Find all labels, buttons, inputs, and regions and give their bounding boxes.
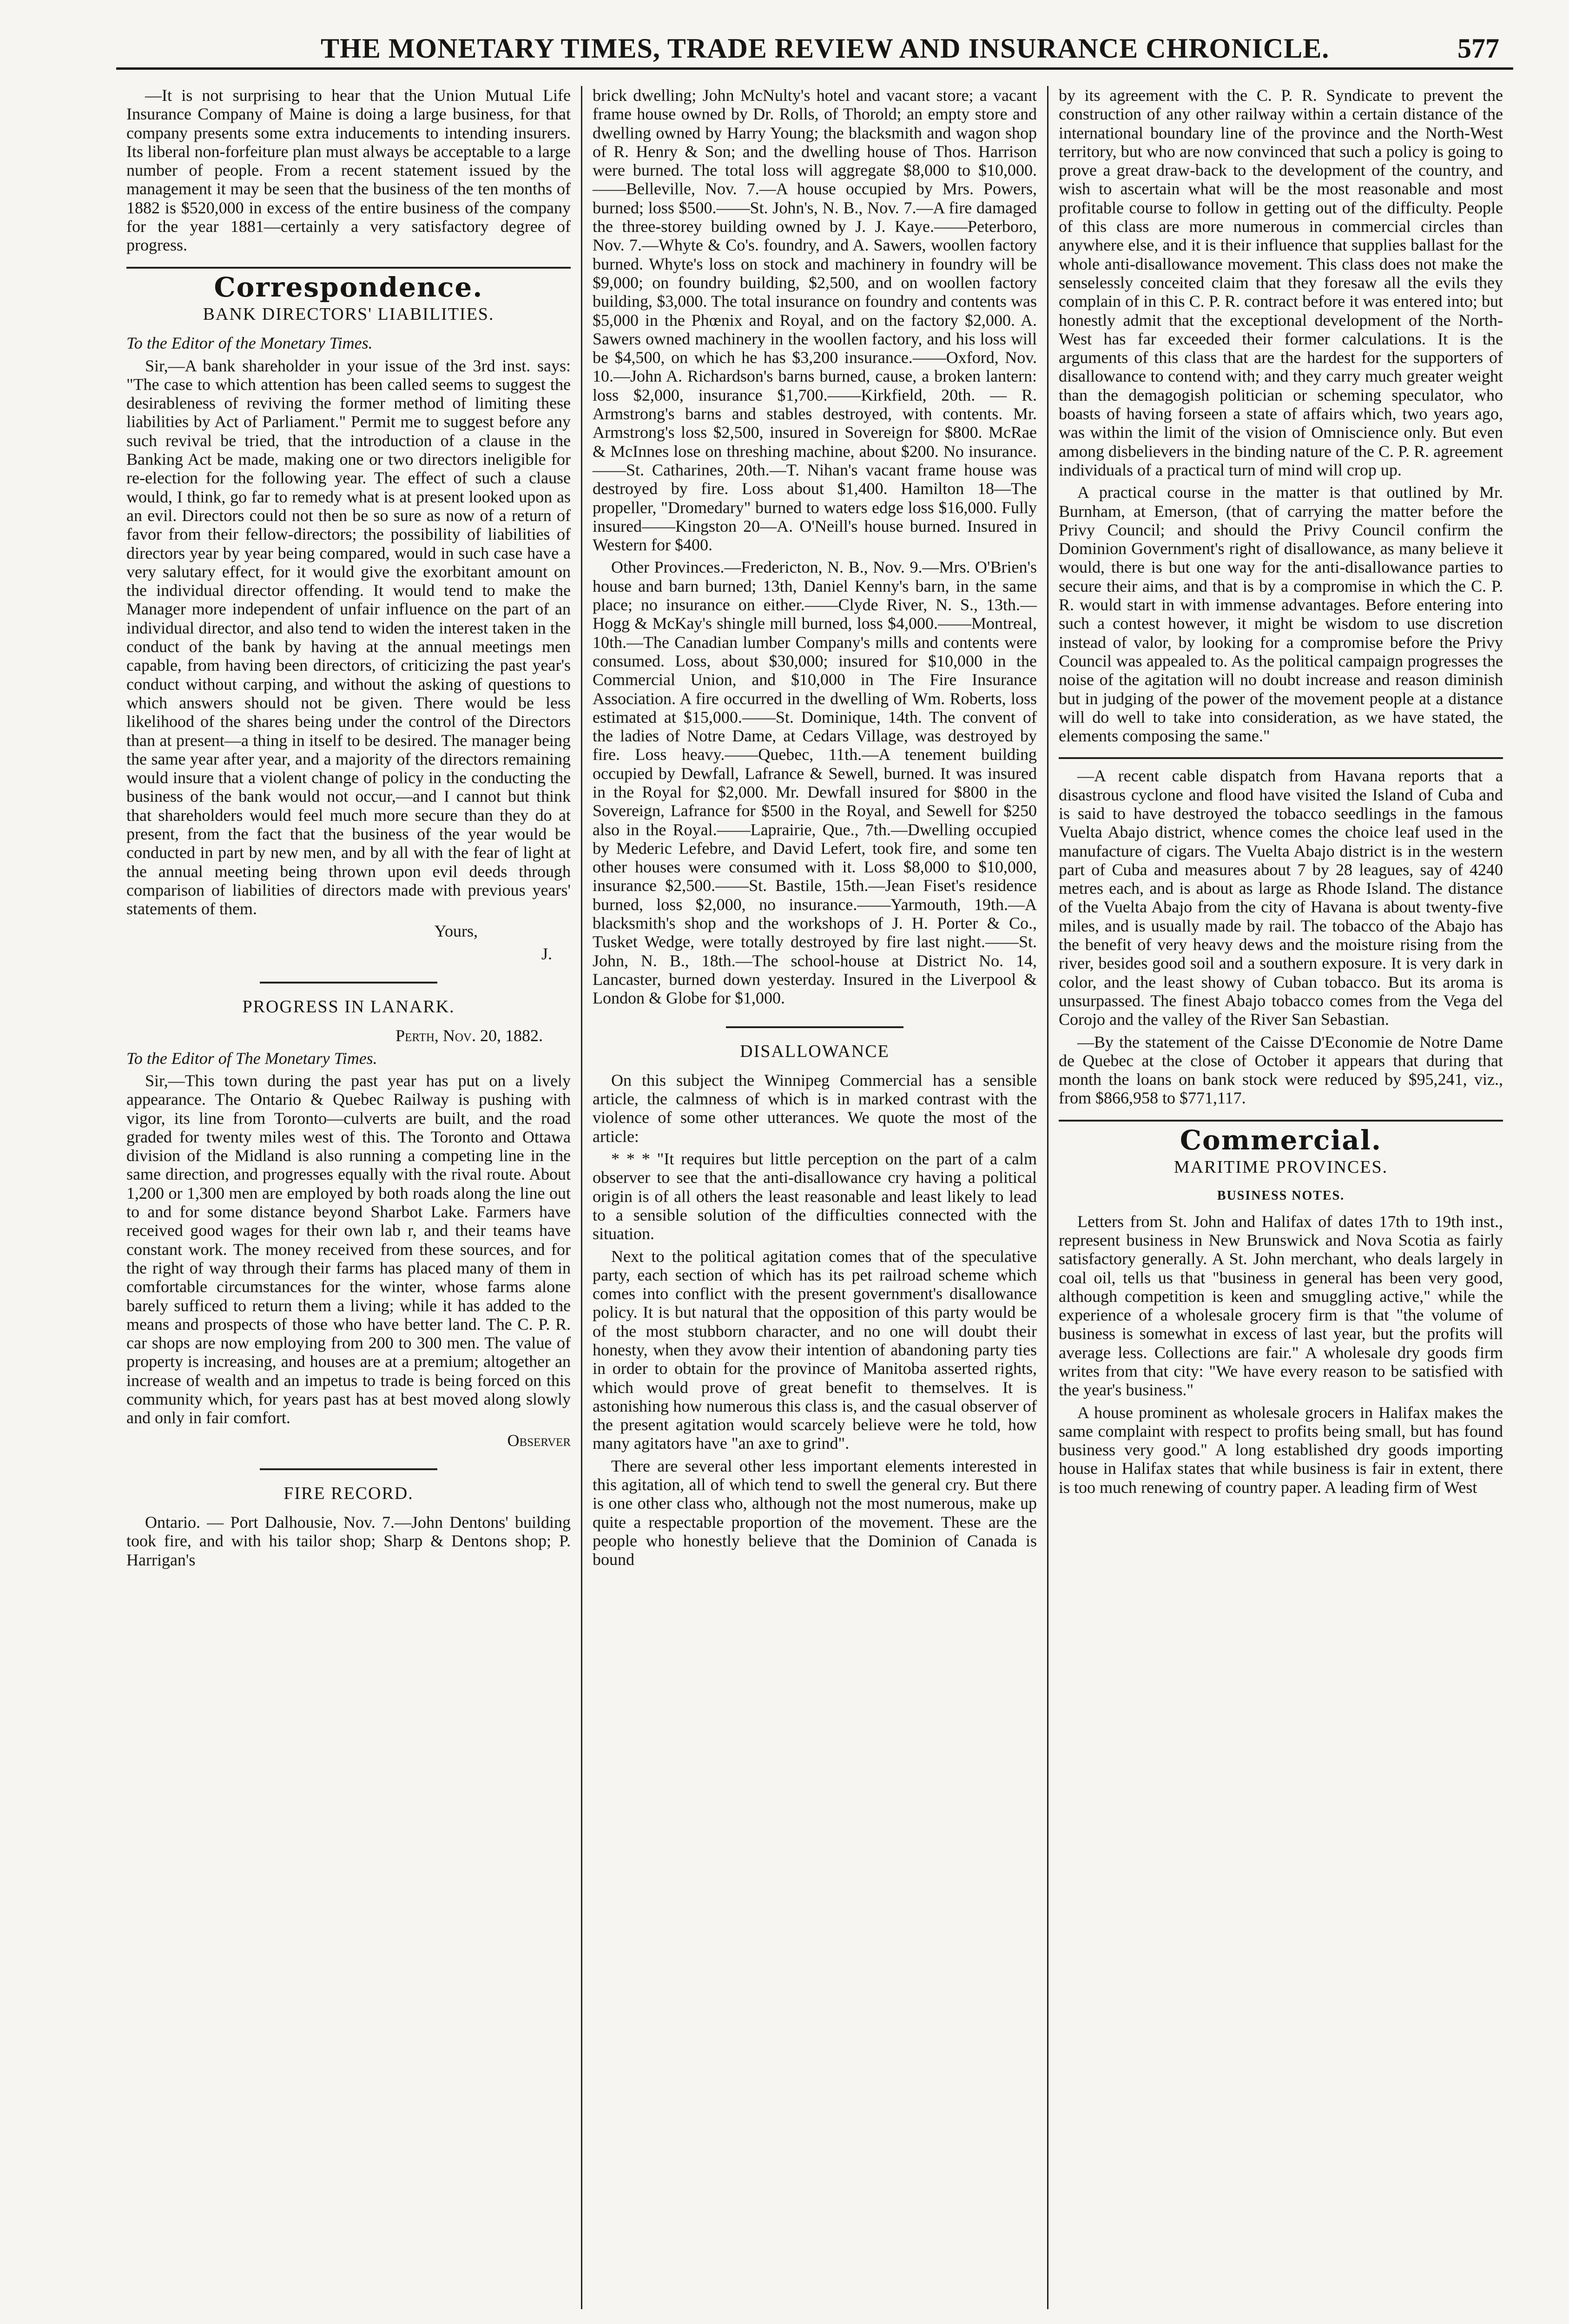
disallowance-paragraph-5: A practical course in the matter is that outlined by Mr. Burnham, at Emerson, (that of carrying the matter before the Privy Council; and should the Privy Council confirm the Dominion Government's right of disallowance, as many believe it would, there is but one way for the anti-disallowance parties to secure their aims, and that is by a compromise in which the C. P. R. would start in with immense advantages. Before entering into such a contest however, it might be wisdom to use discretion instead of valor, by looking for a compromise before the Privy Council was appealed to. As the political campaign progresses the noise of the agitation will no doubt increase and reason diminish but in judging of the power of the movement people at a distance will do well to take into consideration, as we have stated, the elements composing the same." — [1059, 483, 1503, 746]
disallowance-continued: by its agreement with the C. P. R. Syndicate to prevent the construction of any other railway within a certain distance of the international boundary line of the province and the North-West territory, but who are now convinced that such a policy is going to prove a great draw-back to the development of the country, and wish to ascertain what will be the most reasonable and most profitable course to follow in getting out of the difficulty. People of this class are more numerous in commercial circles than anywhere else, and it is their influence that supplies ballast for the whole anti-disallowance movement. This class does not make the senselessly conceited claim that they foresaw all the evils they complain of in this C. P. R. contract before it was entered into; but honestly admit that the exceptional development of the North-West has far exceeded their former calculations. It is the arguments of this class that are the hardest for the supporters of disallowance to contend with; and they carry much greater weight than the demagogish politician or scheming speculator, who boasts of having forseen a state of affairs which, two years ago, was within the limit of the vision of Omniscience only. But even among disbelievers in the binding nature of the C. P. R. agreement individuals of a practical turn of mind will crop up. — [1059, 86, 1503, 479]
bank-letter-body: Sir,—A bank shareholder in your issue of the 3rd inst. says: "The case to which attention has been called seems to suggest the desirableness of reviving the former method of limiting these liabilities by Act of Parliament." Permit me to suggest before any such revival be tried, that the introduction of a clause in the Banking Act be made, making one or two directors ineligible for re-election for the following year. The effect of such a clause would, I think, go far to remedy what is at present looked upon as an evil. Directors could not then be so sure as now of a return of favor from their fellow-directors; the possibility of liabilities of directors year by year being compared, would in such case have a very salutary effect, for it would give the exorbitant amount on the individual director offending. It would tend to make the Manager more independent of unfair influence on the part of an individual director, and also tend to widen the interest taken in the conduct of the bank by having at the annual meetings men capable, from having been directors, of criticizing the past year's conduct without carping, and without the asking of questions to which answers should not be given. There would be less likelihood of the shares being under the control of the Directors than at present—a thing in itself to be desired. The manager being the same year after year, and a majority of the directors remaining would insure that a violent change of policy in the conducting the business of the bank would not occur,—and I cannot but think that shareholders would feel much more secure than they do at present, from the fact that the business of the year would be conducted in part by new men, and by all with the fear of light at the annual meeting being thrown upon evil deeds through comparison of liabilities of directors made with previous years' statements of them. — [126, 356, 571, 918]
disallowance-intro: On this subject the Winnipeg Commercial has a sensible article, the calmness of which is in marked contrast with the violence of some other utterances. We quote the most of the article: — [593, 1070, 1037, 1146]
union-mutual-paragraph: —It is not surprising to hear that the Union Mutual Life Insurance Company of Maine is doing a large business, for that company presents some extra inducements to intending insurers. Its liberal non-forfeiture plan must always be acceptable to a large number of people. From a recent statement issued by the management it may be seen that the business of the ten months of 1882 is $520,000 in excess of the entire business of the company for the year 1881—certainly a very satisfactory degree of progress. — [126, 86, 571, 255]
heading-maritime-provinces: MARITIME PROVINCES. — [1173, 1157, 1388, 1177]
column-2 — [581, 86, 1047, 2309]
heading-bank-directors: BANK DIRECTORS' LIABILITIES. — [203, 304, 494, 324]
heading-fire-record: FIRE RECORD. — [283, 1483, 414, 1503]
disallowance-paragraph-2: Next to the political agitation comes that of the speculative party, each section of which has its pet railroad scheme which comes into conflict with the present government's disallowance policy. It is but natural that the opposition of this party would be of the most stubborn character, and no one will doubt their honesty, when they avow their intention of abandoning party ties in order to obtain for the province of Manitoba asserted rights, which would prove of great benefit to themselves. It is astonishing how numerous this class is, and the casual observer of the present agitation would scarcely believe were he told, how many agitators have "an axe to grind". — [593, 1247, 1037, 1453]
column-3 — [1047, 86, 1513, 2309]
editor-salutation: To the Editor of the Monetary Times. — [126, 334, 373, 353]
maritime-paragraph-2: A house prominent as wholesale grocers in Halifax makes the same complaint with respect to profits being small, but has found business very good." A long established dry goods importing house in Halifax states that while business is fair in extent, there is too much renewing of country paper. A leading firm of West — [1059, 1403, 1503, 1497]
divider — [260, 982, 437, 984]
heading-progress-lanark: PROGRESS IN LANARK. — [242, 997, 455, 1017]
divider — [1059, 1120, 1503, 1122]
lanark-signature: Observer — [507, 1431, 571, 1450]
fire-record-other-provinces: Other Provinces.—Fredericton, N. B., Nov. 9.—Mrs. O'Brien's house and barn burned; 13th, Daniel Kenny's barn, in the same place; no insurance on either.——Clyde River, N. S., 13th.—Hogg & McKay's shingle mill burned, loss $4,000.——Montreal, 10th.—The Canadian lumber Company's mills and contents were consumed. Loss, about $30,000; insured for $10,000 in the Commercial Union, and $10,000 in The Fire Insurance Association. A fire occurred in the dwelling of Wm. Roberts, loss estimated at $15,000.——St. Dominique, 14th. The convent of the ladies of Notre Dame, at Cedars Village, was destroyed by fire. Loss heavy.——Quebec, 11th.—A tenement building occupied by Dewfall, Lafrance & Sewell, burned. It was insured in the Royal for $2,000. Mr. Dewfall insured for $800 in the Sovereign, Lafrance for $500 in the Royal, and Sewell for $250 also in the Royal.——Laprairie, Que., 7th.—Dwelling occupied by Mederic Lefebre, and David Lefert, took fire, and some ten other houses were consumed with it. Loss $8,000 to $10,000, insurance $2,500.——St. Bastile, 15th.—Jean Fiset's residence burned, loss $2,000, no insurance.——Yarmouth, 19th.—A blacksmith's shop and the workshops of J. H. Porter & Co., Tusket Wedge, were totally destroyed by fire last night.——St. John, N. B., 18th.—The school-house at District No. 14, Lancaster, burned down yesterday. Insured in the Liverpool & London & Globe for $1,000. — [593, 558, 1037, 1008]
fire-record-continued: brick dwelling; John McNulty's hotel and vacant store; a vacant frame house owned by Dr. Rolls, of Thorold; an empty store and dwelling owned by Harry Young; the blacksmith and wagon shop of R. Henry & Son; and the dwelling house of Thos. Harrison were burned. The total loss will aggregate $8,000 to $10,000.——Belleville, Nov. 7.—A house occupied by Mrs. Powers, burned; loss $500.——St. John's, N. B., Nov. 7.—A fire damaged the three-storey building owned by J. J. Kaye.——Peterboro, Nov. 7.—Whyte & Co's. foundry, and A. Sawers, woollen factory burned. Whyte's loss on stock and machinery in foundry will be $9,000; on foundry building, $2,500, and on woollen factory building, $3,000. The total insurance on foundry and contents was $5,000 in the Phœnix and Royal, and on the factory $2,000. A. Sawers owned machinery in the woollen factory, and his loss will be $4,500, on which he has $3,200 insurance.——Oxford, Nov. 10.—John A. Richardson's barns burned, cause, a broken lantern: loss $2,000, insurance $1,700.——Kirkfield, 20th. — R. Armstrong's barns and stables destroyed, with contents. Mr. Armstrong's loss $2,500, insured in Sovereign for $800. McRae & McInnes lose on threshing machine, about $200. No insurance.——St. Catharines, 20th.—T. Nihan's vacant frame house was destroyed by fire. Loss about $1,400. Hamilton 18—The propeller, "Dromedary" burned to waters edge loss $16,000. Fully insured——Kingston 20—A. O'Neill's house burned. Insured in Western for $400. — [593, 86, 1037, 555]
divider — [1059, 757, 1503, 759]
page-number: 577 — [1457, 33, 1499, 64]
columns — [116, 86, 1513, 2309]
letter-closing: Yours, — [434, 922, 478, 941]
masthead — [116, 0, 1513, 70]
letter-signature: J. — [541, 944, 552, 963]
maritime-paragraph-1: Letters from St. John and Halifax of dates 17th to 19th inst., represent business in New Brunswick and Nova Scotia as fairly satisfactory generally. A St. John merchant, who deals largely in coal oil, tells us that "business in general has been very good, although competition is keen and smuggling active," while the experience of a wholesale grocery firm is that "the volume of business is somewhat in excess of last year, but the profits will average less. Collections are fair." A wholesale dry goods firm writes from that city: "We have every reason to be satisfied with the year's business." — [1059, 1212, 1503, 1400]
business-notes-subheading: BUSINESS NOTES. — [1217, 1188, 1345, 1203]
masthead-title: THE MONETARY TIMES, TRADE REVIEW AND INSURANCE CHRONICLE. — [321, 33, 1330, 64]
lanark-dateline: Perth, Nov. 20, 1882. — [396, 1026, 543, 1045]
editor-salutation-2: To the Editor of The Monetary Times. — [126, 1049, 377, 1068]
divider — [260, 1468, 437, 1470]
lanark-letter-body: Sir,—This town during the past year has put on a lively appearance. The Ontario & Quebec Railway is pushing with vigor, its line from Toronto—culverts are built, and the road graded for twenty miles west of this. The Toronto and Ottawa division of the Midland is also running a competing line in the same direction, and progresses equally with the rival route. About 1,200 or 1,300 men are employed by both roads along the line out to and for some distance beyond Sharbot Lake. Farmers have received good wages for their own lab r, and their teams have constant work. The money received from these sources, and for the right of way through their farms has placed many of them in comfortable circumstances for the winter, whose farms alone barely sufficed to return them a living; while it has added to the means and prospects of those who have better land. The C. P. R. car shops are now employing from 200 to 300 men. The value of property is increasing, and houses are at a premium; altogether an increase of wealth and an impetus to trade is being forced on this community which, for years past has at best moved along slowly and only in fair comfort. — [126, 1071, 571, 1427]
heading-disallowance: DISALLOWANCE — [740, 1041, 890, 1061]
caisse-paragraph: —By the statement of the Caisse D'Economie de Notre Dame de Quebec at the close of October it appears that during that month the loans on bank stock were reduced by $95,241, viz., from $866,958 to $771,117. — [1059, 1032, 1503, 1108]
section-heading-commercial: Commercial. — [1180, 1124, 1382, 1156]
disallowance-paragraph-3: There are several other less important elements interested in this agitation, all of which tend to swell the general cry. But there is one other class who, although not the most numerous, make up quite a respectable proportion of the movement. These are the people who honestly believe that the Dominion of Canada is bound — [593, 1456, 1037, 1569]
disallowance-paragraph-1: * * * "It requires but little perception on the part of a calm observer to see that the anti-disallowance cry having a political origin is of all others the least reasonable and least likely to lead to a sensible solution of the difficulties connected with the situation. — [593, 1149, 1037, 1243]
havana-paragraph: —A recent cable dispatch from Havana reports that a disastrous cyclone and flood have visited the Island of Cuba and is said to have destroyed the tobacco seedlings in the famous Vuelta Abajo district, whence comes the choice leaf used in the manufacture of cigars. The Vuelta Abajo district is in the western part of Cuba and measures about 7 by 28 leagues, say of 4240 metres each, and is about as large as Rhode Island. The distance of the Vuelta Abajo from the city of Havana is about twenty-five miles, and is usually made by rail. The tobacco of the Abajo has the benefit of very heavy dews and the moisture rising from the river, besides good soil and a southern exposure. It is very dark in color, and the least showy of Cuban tobacco. But its aroma is unsurpassed. The finest Abajo tobacco comes from the Vega del Corojo and the valley of the River San Sebastian. — [1059, 766, 1503, 1029]
fire-record-ontario: Ontario. — Port Dalhousie, Nov. 7.—John Dentons' building took fire, and with his tailor shop; Sharp & Dentons shop; P. Harrigan's — [126, 1513, 571, 1569]
divider — [726, 1026, 903, 1028]
section-heading-correspondence: Correspondence. — [214, 271, 483, 303]
column-1 — [116, 86, 581, 2309]
divider — [126, 267, 571, 269]
